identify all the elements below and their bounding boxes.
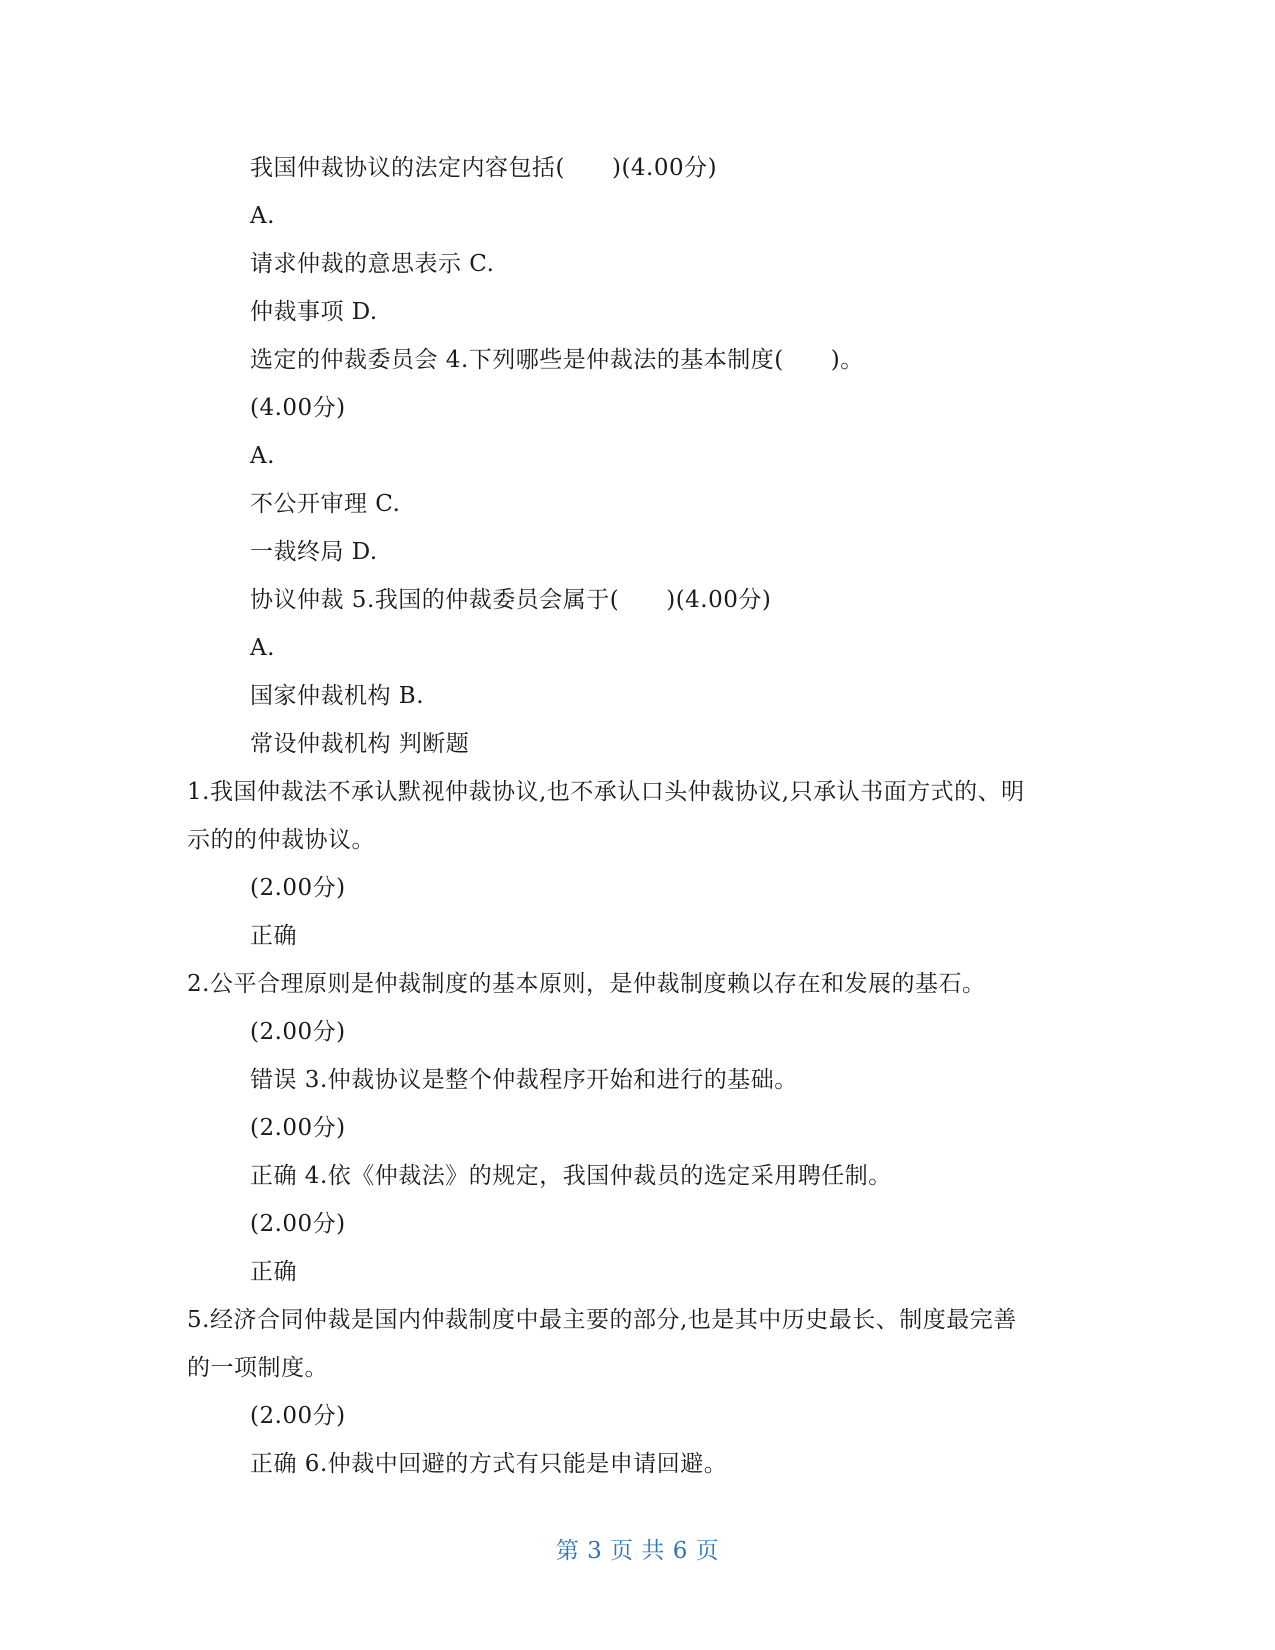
text-line: (4.00分) bbox=[250, 395, 346, 421]
text-line: A. bbox=[250, 443, 275, 469]
text-line: (2.00分) bbox=[250, 875, 346, 901]
text-line: 正确 bbox=[250, 1259, 297, 1285]
text-line: 一裁终局 D. bbox=[250, 539, 378, 565]
text-line: 错误 3.仲裁协议是整个仲裁程序开始和进行的基础。 bbox=[250, 1067, 798, 1093]
document-body bbox=[187, 144, 1087, 1488]
text-line: 的一项制度。 bbox=[187, 1355, 328, 1381]
text-line: 选定的仲裁委员会 4.下列哪些是仲裁法的基本制度( )。 bbox=[250, 347, 864, 373]
text-line: 国家仲裁机构 B. bbox=[250, 683, 425, 709]
text-line: 正确 6.仲裁中回避的方式有只能是申请回避。 bbox=[250, 1451, 728, 1477]
text-line: 请求仲裁的意思表示 C. bbox=[250, 251, 495, 277]
text-line: 正确 4.依《仲裁法》的规定，我国仲裁员的选定采用聘任制。 bbox=[250, 1163, 892, 1189]
text-line: (2.00分) bbox=[250, 1115, 346, 1141]
page-number-footer: 第 3 页 共 6 页 bbox=[555, 1538, 720, 1564]
text-line: A. bbox=[250, 203, 275, 229]
text-line: 示的的仲裁协议。 bbox=[187, 827, 375, 853]
text-line: 常设仲裁机构 判断题 bbox=[250, 731, 470, 757]
text-line: 2.公平合理原则是仲裁制度的基本原则，是仲裁制度赖以存在和发展的基石。 bbox=[187, 971, 986, 997]
text-line: 1.我国仲裁法不承认默视仲裁协议,也不承认口头仲裁协议,只承认书面方式的、明 bbox=[187, 779, 1025, 805]
text-line: 我国仲裁协议的法定内容包括( )(4.00分) bbox=[250, 155, 718, 181]
text-line: (2.00分) bbox=[250, 1403, 346, 1429]
text-line: 5.经济合同仲裁是国内仲裁制度中最主要的部分,也是其中历史最长、制度最完善 bbox=[187, 1307, 1017, 1333]
text-line: A. bbox=[250, 635, 275, 661]
text-line: (2.00分) bbox=[250, 1019, 346, 1045]
text-line: 正确 bbox=[250, 923, 297, 949]
text-line: 协议仲裁 5.我国的仲裁委员会属于( )(4.00分) bbox=[250, 587, 772, 613]
text-line: (2.00分) bbox=[250, 1211, 346, 1237]
text-line: 不公开审理 C. bbox=[250, 491, 401, 517]
text-line: 仲裁事项 D. bbox=[250, 299, 378, 325]
